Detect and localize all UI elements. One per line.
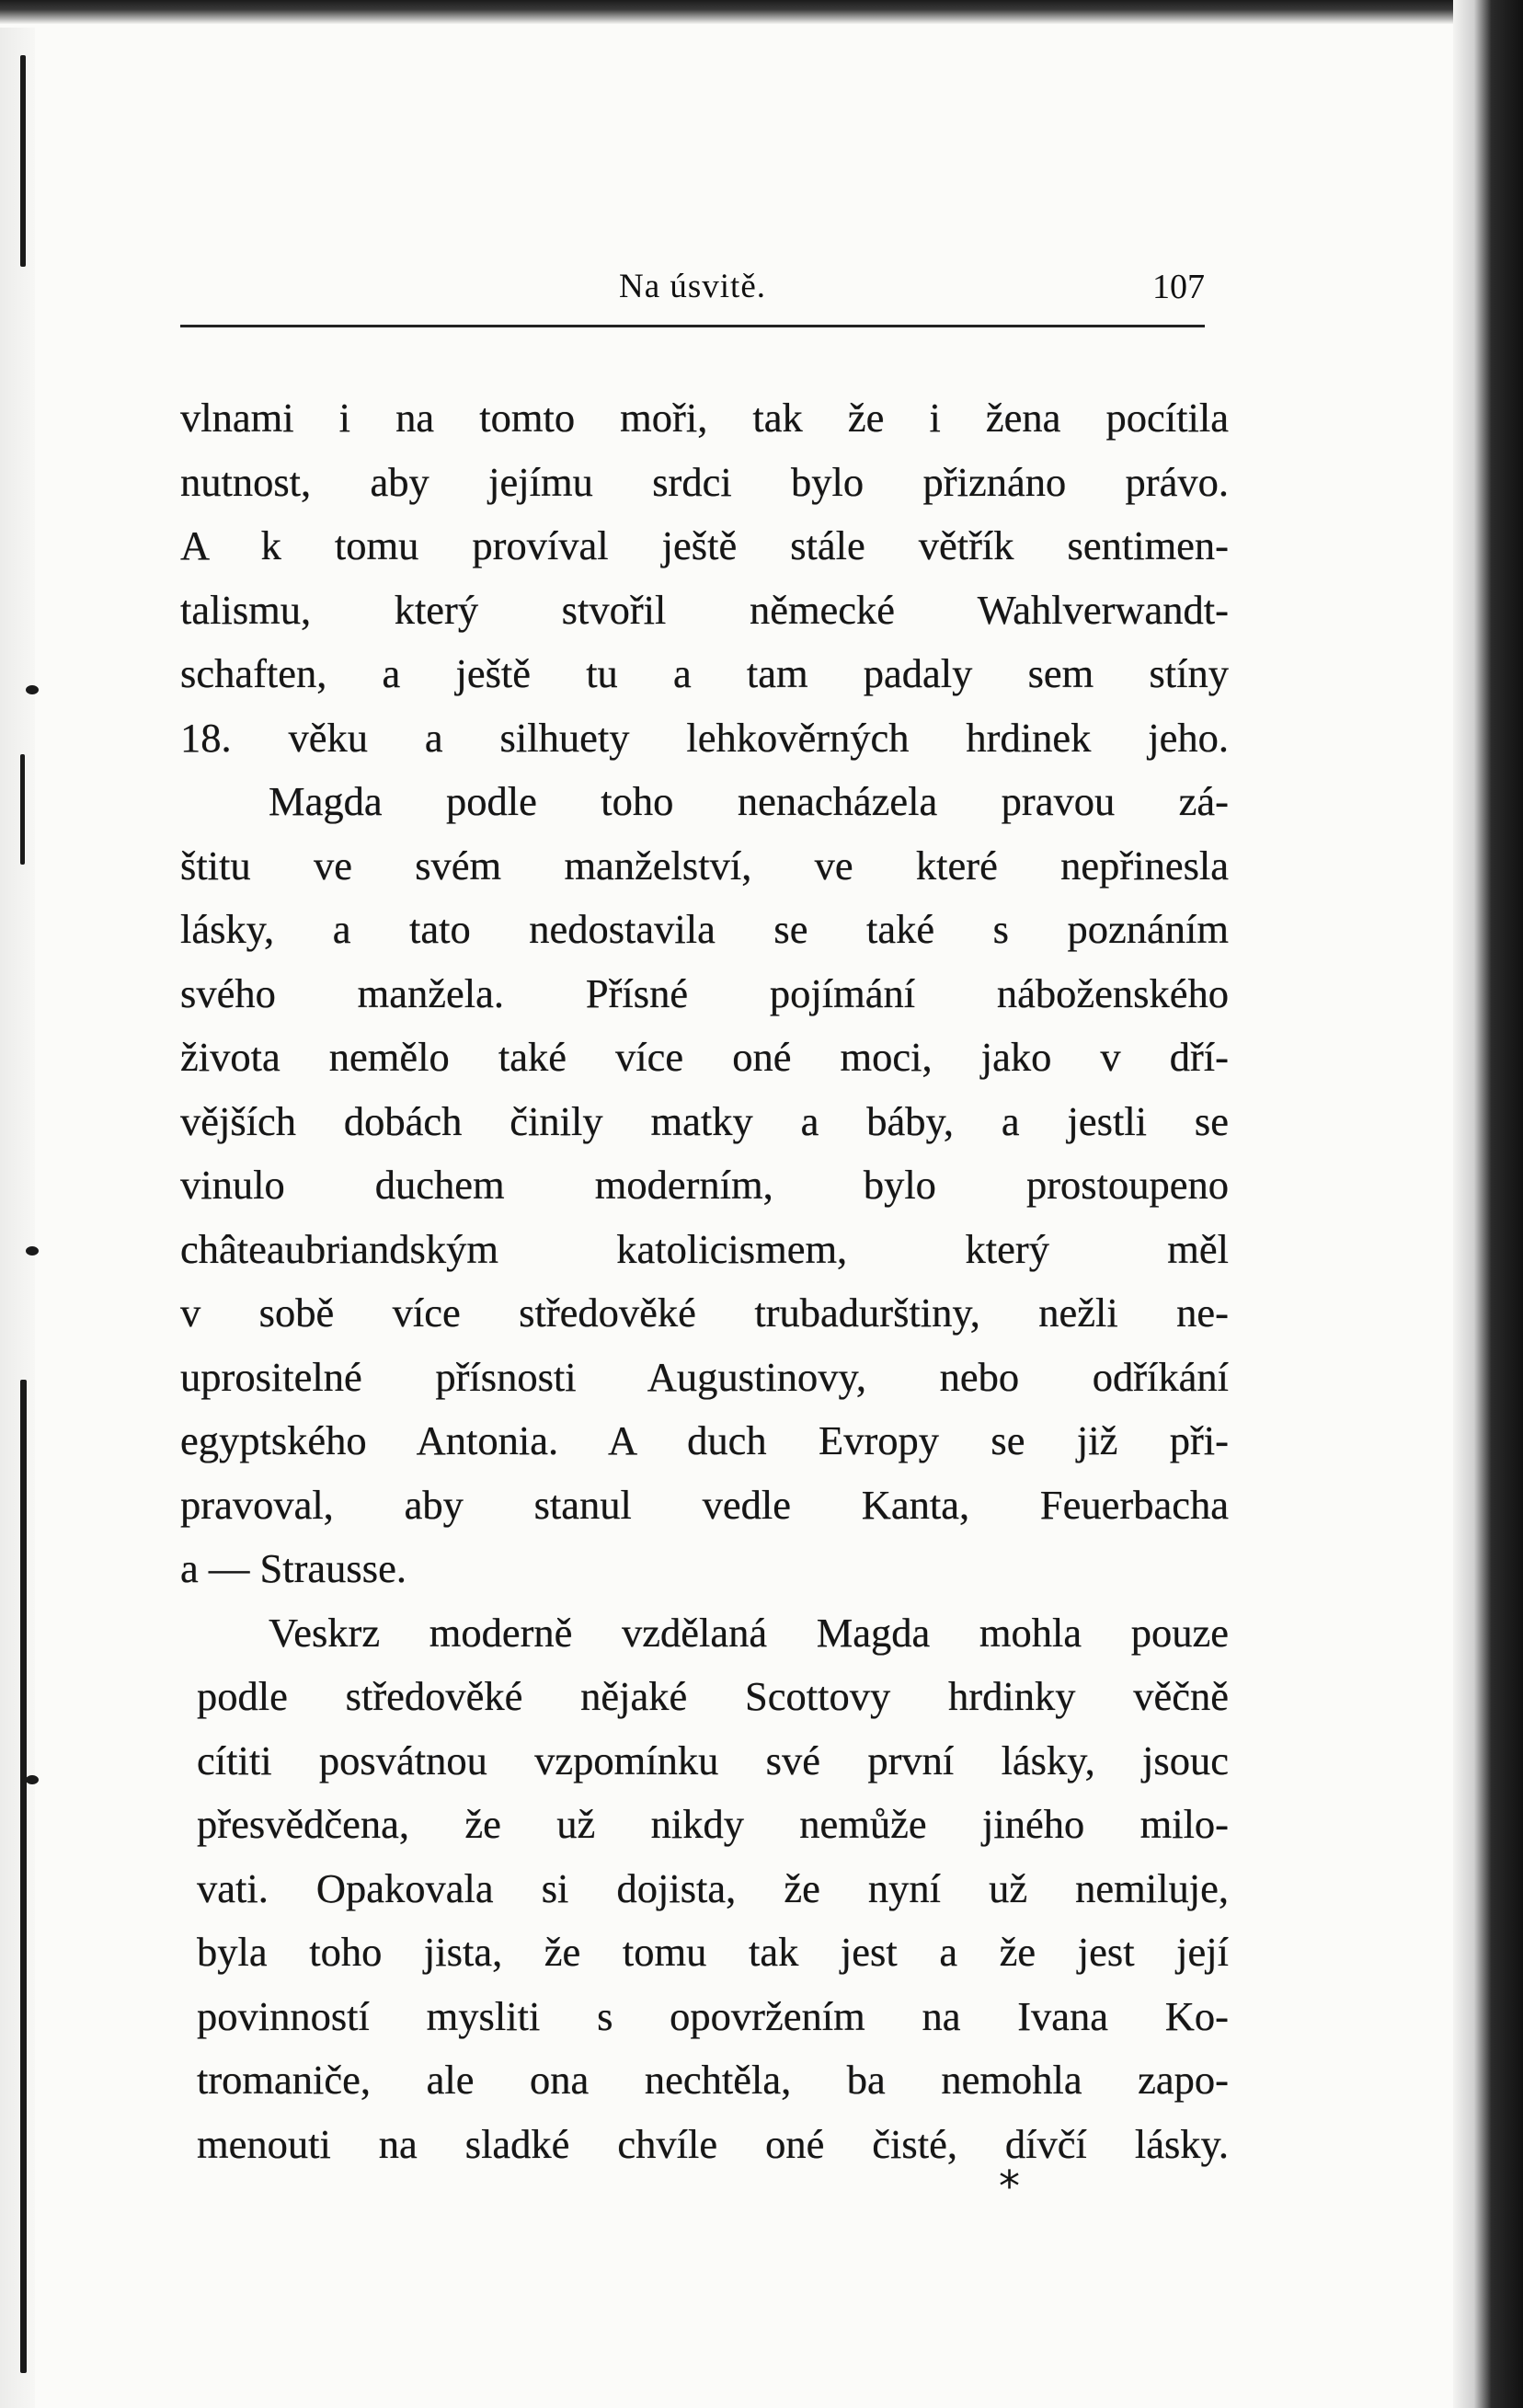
running-head (180, 267, 1205, 309)
text-line: schaften, a ještě tu a tam padaly sem stíny (180, 650, 1229, 696)
text-line: menouti na sladké chvíle oné čisté, dívčí lásky. (197, 2120, 1229, 2167)
text-line: vinulo duchem moderním, bylo prostoupeno (180, 1162, 1229, 1208)
text-line: lásky, a tato nedostavila se také s poznáním (180, 906, 1229, 952)
text-line: egyptského Antonia. A duch Evropy se již při- (180, 1417, 1229, 1463)
scan-edge-top (0, 0, 1523, 24)
text-line: Veskrz moderně vzdělaná Magda mohla pouze (269, 1609, 1229, 1656)
section-separator: * (999, 2161, 1020, 2211)
text-line: 18. věku a silhuety lehkověrných hrdinek jeho. (180, 714, 1229, 761)
binding-notch (26, 685, 39, 694)
binding-notch (26, 1775, 39, 1784)
text-line: přesvědčena, že už nikdy nemůže jiného milo- (197, 1801, 1229, 1847)
text-line: vějších dobách činily matky a báby, a jestli se (180, 1097, 1229, 1144)
text-line: svého manžela. Přísné pojímání náboženského (180, 969, 1229, 1016)
text-line: v sobě více středověké trubadurštiny, nežli ne- (180, 1290, 1229, 1336)
binding-notch (26, 1246, 39, 1256)
header-rule (180, 325, 1205, 327)
binding-mark (20, 1380, 27, 2373)
text-line: života nemělo také více oné moci, jako v dří- (180, 1034, 1229, 1080)
text-line: Magda podle toho nenacházela pravou zá- (269, 778, 1229, 824)
text-line: štitu ve svém manželství, ve které nepřinesla (180, 842, 1229, 889)
text-line: vlnami i na tomto moři, tak že i žena pocítila (180, 395, 1229, 441)
scan-edge-right (1453, 0, 1523, 2408)
text-line: uprositelné přísnosti Augustinovy, nebo odříkání (180, 1353, 1229, 1400)
text-line: podle středověké nějaké Scottovy hrdinky věčně (197, 1673, 1229, 1719)
text-line: tromaniče, ale ona nechtěla, ba nemohla zapo- (197, 2057, 1229, 2103)
binding-mark (20, 754, 25, 865)
text-line: vati. Opakovala si dojista, že nyní už nemiluje, (197, 1864, 1229, 1911)
chapter-title: Na úsvitě. (618, 268, 767, 305)
text-line: nutnost, aby jejímu srdci bylo přiznáno právo. (180, 458, 1229, 505)
body-text (180, 386, 1229, 2176)
scan-edge-left (0, 28, 35, 2408)
text-line: cítiti posvátnou vzpomínku své první lásky, jsouc (197, 1737, 1229, 1783)
text-line: pravoval, aby stanul vedle Kanta, Feuerbacha (180, 1481, 1229, 1528)
text-line: A k tomu províval ještě stále větřík sentimen- (180, 522, 1229, 568)
text-line: byla toho jista, že tomu tak jest a že jest její (197, 1929, 1229, 1975)
text-line: châteaubriandským katolicismem, který měl (180, 1225, 1229, 1272)
page-number: 107 (1152, 268, 1205, 306)
text-line: a — Strausse. (180, 1545, 407, 1591)
text-line: talismu, který stvořil německé Wahlverwandt- (180, 586, 1229, 633)
text-line: povinností mysliti s opovržením na Ivana Ko- (197, 1992, 1229, 2039)
binding-mark (20, 55, 26, 267)
